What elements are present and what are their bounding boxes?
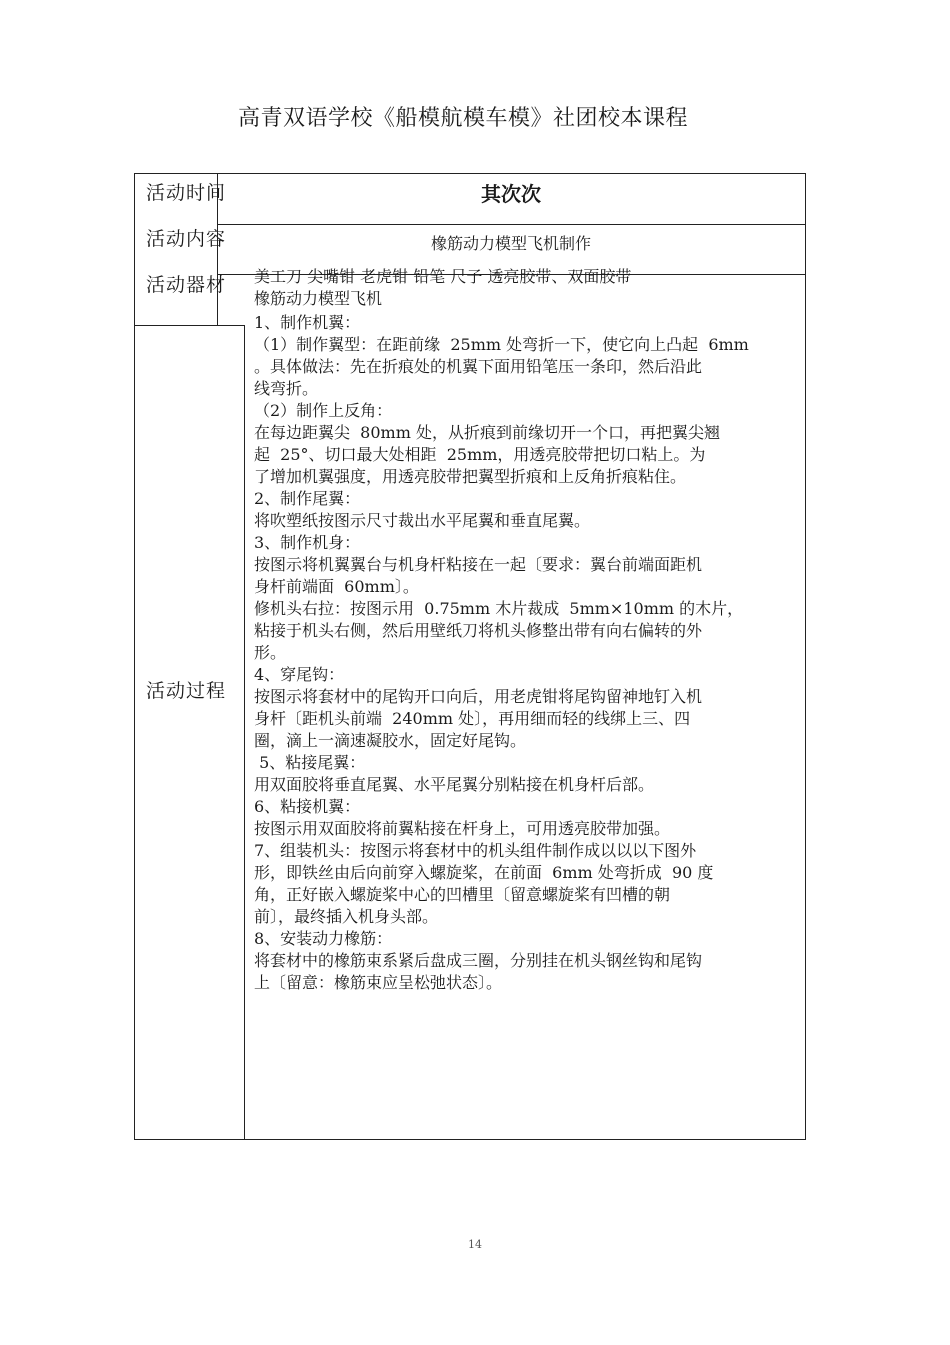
process-line: 起 25°、切口最大处相距 25mm，用透亮胶带把切口粘上。为 [254, 445, 706, 464]
label-activity-materials: 活动器材 [146, 274, 227, 296]
content-value: 橡筋动力模型飞机制作 [430, 234, 591, 253]
label-activity-process: 活动过程 [146, 680, 227, 702]
process-line: 修机头右拉：按图示用 0.75mm 木片裁成 5mm×10mm 的木片， [254, 599, 744, 618]
process-line: 6、粘接机翼： [254, 797, 361, 816]
process-line: 圈，滴上一滴速凝胶水，固定好尾钩。 [254, 731, 527, 750]
label-column-divider-lower [244, 325, 245, 1140]
process-line: 将套材中的橡筋束系紧后盘成三圈，分别挂在机头钢丝钩和尾钩 [254, 951, 703, 970]
process-line: 3、制作机身： [254, 533, 361, 552]
session-value: 其次次 [481, 182, 541, 206]
process-line: 身杆前端面 60mm〕。 [254, 577, 419, 596]
process-line: 在每边距翼尖 80mm 处，从折痕到前缘切开一个口，再把翼尖翘 [254, 423, 720, 442]
page-number: 14 [468, 1238, 482, 1251]
table-border-right [805, 173, 806, 1140]
process-line: 按图示将套材中的尾钩开口向后，用老虎钳将尾钩留神地钉入机 [254, 687, 703, 706]
materials-line: 橡筋动力模型飞机 [254, 289, 383, 308]
process-line: 粘接于机头右侧，然后用壁纸刀将机头修整出带有向右偏转的外 [254, 621, 703, 640]
process-line: 8、安装动力橡筋： [254, 929, 393, 948]
table-border-left [134, 173, 135, 1140]
page-title: 高青双语学校《船模航模车模》社团校本课程 [237, 106, 688, 131]
process-line: 5、粘接尾翼： [254, 753, 366, 772]
process-line: 。具体做法：先在折痕处的机翼下面用铅笔压一条印，然后沿此 [254, 357, 703, 376]
process-text [254, 312, 800, 994]
process-line: 身杆〔距机头前端 240mm 处〕，再用细而轻的线绑上三、四 [254, 709, 691, 728]
materials-line: 美工刀 尖嘴钳 老虎钳 铅笔 尺子 透亮胶带、双面胶带 [254, 267, 632, 286]
table-border-top [134, 173, 806, 174]
label-activity-time: 活动时间 [146, 182, 227, 204]
process-line: 线弯折。 [254, 379, 319, 398]
process-line: 7、组装机头：按图示将套材中的机头组件制作成以以以下图外 [254, 841, 697, 860]
process-line: 用双面胶将垂直尾翼、水平尾翼分别粘接在机身杆后部。 [254, 775, 655, 794]
table-border-bottom [134, 1139, 806, 1140]
process-line: 4、穿尾钩： [254, 665, 345, 684]
process-line: 形，即铁丝由后向前穿入螺旋桨，在前面 6mm 处弯折成 90 度 [254, 863, 714, 882]
process-line: 2、制作尾翼： [254, 489, 361, 508]
process-line: 按图示用双面胶将前翼粘接在杆身上，可用透亮胶带加强。 [254, 819, 671, 838]
process-line: 1、制作机翼： [254, 313, 361, 332]
process-line: 上〔留意：橡筋束应呈松弛状态〕。 [254, 973, 503, 992]
process-line: 按图示将机翼翼台与机身杆粘接在一起〔要求：翼台前端面距机 [254, 555, 703, 574]
process-line: 将吹塑纸按图示尺寸裁出水平尾翼和垂直尾翼。 [254, 511, 591, 530]
process-line: 前〕，最终插入机身头部。 [254, 907, 439, 926]
row-divider-time [217, 224, 806, 225]
process-line: 角，正好嵌入螺旋桨中心的凹槽里〔留意螺旋桨有凹槽的朝 [254, 885, 671, 904]
row-divider-materials [134, 325, 244, 326]
process-line: （2）制作上反角： [254, 401, 393, 420]
process-line: 形。 [254, 643, 287, 662]
label-activity-content: 活动内容 [146, 228, 227, 250]
process-line: 了增加机翼强度，用透亮胶带把翼型折痕和上反角折痕粘住。 [254, 467, 687, 486]
process-line: （1）制作翼型：在距前缘 25mm 处弯折一下，使它向上凸起 6mm [254, 335, 749, 354]
materials-list [254, 266, 631, 310]
